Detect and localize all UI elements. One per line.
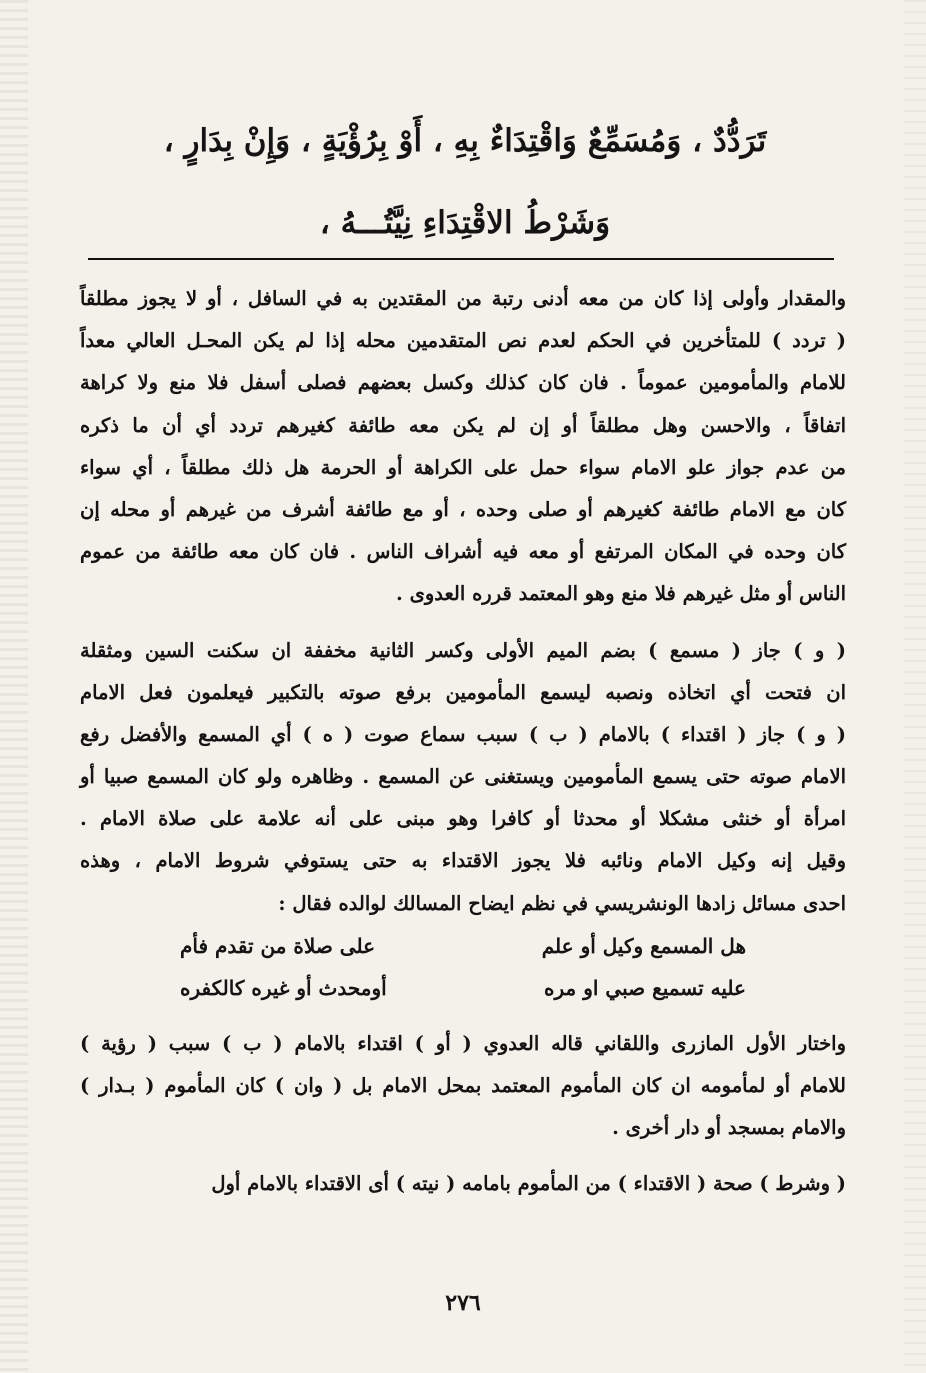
- paragraph-4: [80, 1163, 846, 1205]
- text-line: للامام أو لمأمومه ان كان المأموم المعتمد بمحل الامام بل ( وان ) كان المأموم ( بـدار ): [80, 1074, 847, 1097]
- paragraph-2: [80, 630, 846, 925]
- scan-edge-right: [904, 0, 926, 1373]
- text-line: اتفاقاً ، والاحسن وهل مطلقاً أو إن لم يكن معه طائفة كغيرهم تردد أي أن ما ذكره: [80, 413, 846, 437]
- text-line: امرأة أو خنثى مشكلا أو محدثا أو كافرا وهو مبنى على أنه علامة على صلاة الامام .: [80, 807, 846, 831]
- text-line: ( تردد ) للمتأخرين في الحكم لعدم نص المتقدمين محله إذا لم يكن المحـل العالي معداً: [80, 329, 846, 353]
- text-line: واختار الأول المازرى واللقاني قاله العدوي ( أو ) اقتداء بالامام ( ب ) سبب ( رؤية ): [80, 1031, 846, 1055]
- verse-hemistich-right: عليه تسميع صبي او مره: [544, 975, 746, 1000]
- text-line: والامام بمسجد أو دار أخرى .: [612, 1116, 846, 1140]
- verse-hemistich-left: على صلاة من تقدم فأم: [180, 933, 376, 958]
- scan-edge-left: [0, 0, 28, 1373]
- text-line: كان وحده في المكان المرتفع أو معه فيه أشراف الناس . فان كان معه طائفة من عموم: [80, 540, 846, 564]
- text-line: ان فتحت أي اتخاذه ونصبه ليسمع المأمومين برفع صوته بالتكبير فيعلمون فعل الامام: [80, 680, 846, 704]
- text-line: من عدم جواز علو الامام سواء حمل على الكراهة أو الحرمة هل ذلك مطلقاً ، أي سواء: [80, 455, 846, 479]
- paragraph-1: [80, 278, 846, 616]
- verse-hemistich-left: أومحدث أو غيره كالكفره: [180, 975, 387, 1000]
- verse-line: [80, 967, 846, 1009]
- text-line: ( وشرط ) صحة ( الاقتداء ) من المأموم بامامه ( نيته ) أى الاقتداء بالامام أول: [211, 1172, 846, 1196]
- text-line: الامام صوته حتى يسمع المأمومين ويستغنى عن المسمع . وظاهره ولو كان المسمع صبيا أو: [80, 765, 846, 789]
- text-line: للامام والمأمومين عموماً . فان كان كذلك وكسل بعضهم فصلى أسفل فلا منع ولا كراهة: [80, 371, 846, 395]
- matn-line-1: تَرَدُّدٌ ، وَمُسَمِّعٌ وَاقْتِدَاءٌ بِهِ ، أَوْ بِرُؤْيَةٍ ، وَإِنْ بِدَارٍ ،: [163, 123, 767, 159]
- text-line: كان مع الامام طائفة كغيرهم أو صلى وحده ، أو مع طائفة أشرف من غيرهم أو محله إن: [80, 497, 846, 521]
- text-line: ( و ) جاز ( اقتداء ) بالامام ( ب ) سبب سماع صوت ( ه ) أي المسمع والأفضل رفع: [80, 722, 846, 746]
- verse-line: [80, 925, 846, 967]
- text-line: ( و ) جاز ( مسمع ) بضم الميم الأولى وكسر الثانية مخففة ان سكنت السين ومثقلة: [80, 638, 846, 662]
- matn-line-2: وَشَرْطُ الاقْتِدَاءِ نِيَّتُـــهُ ،: [319, 205, 611, 241]
- text-line: والمقدار وأولى إذا كان من معه أدنى رتبة من المقتدين به في السافل ، أو لا يجوز مطلقاً: [80, 287, 846, 310]
- matn-text: [120, 100, 810, 264]
- text-line: احدى مسائل زادها الونشريسي في نظم ايضاح المسالك لوالده فقال :: [278, 891, 846, 915]
- separator-rule: [88, 258, 834, 260]
- page-number: ٢٧٦: [445, 1290, 481, 1316]
- text-line: الناس أو مثل غيرهم فلا منع وهو المعتمد قرره العدوى .: [396, 582, 846, 606]
- paragraph-3: [80, 1023, 846, 1150]
- text-line: وقيل إنه وكيل الامام ونائبه فلا يجوز الاقتداء به حتى يستوفي شروط الامام ، وهذه: [80, 849, 846, 873]
- commentary-text: [80, 278, 846, 1206]
- verse-hemistich-right: هل المسمع وكيل أو علم: [541, 933, 746, 958]
- poem: [80, 925, 846, 1009]
